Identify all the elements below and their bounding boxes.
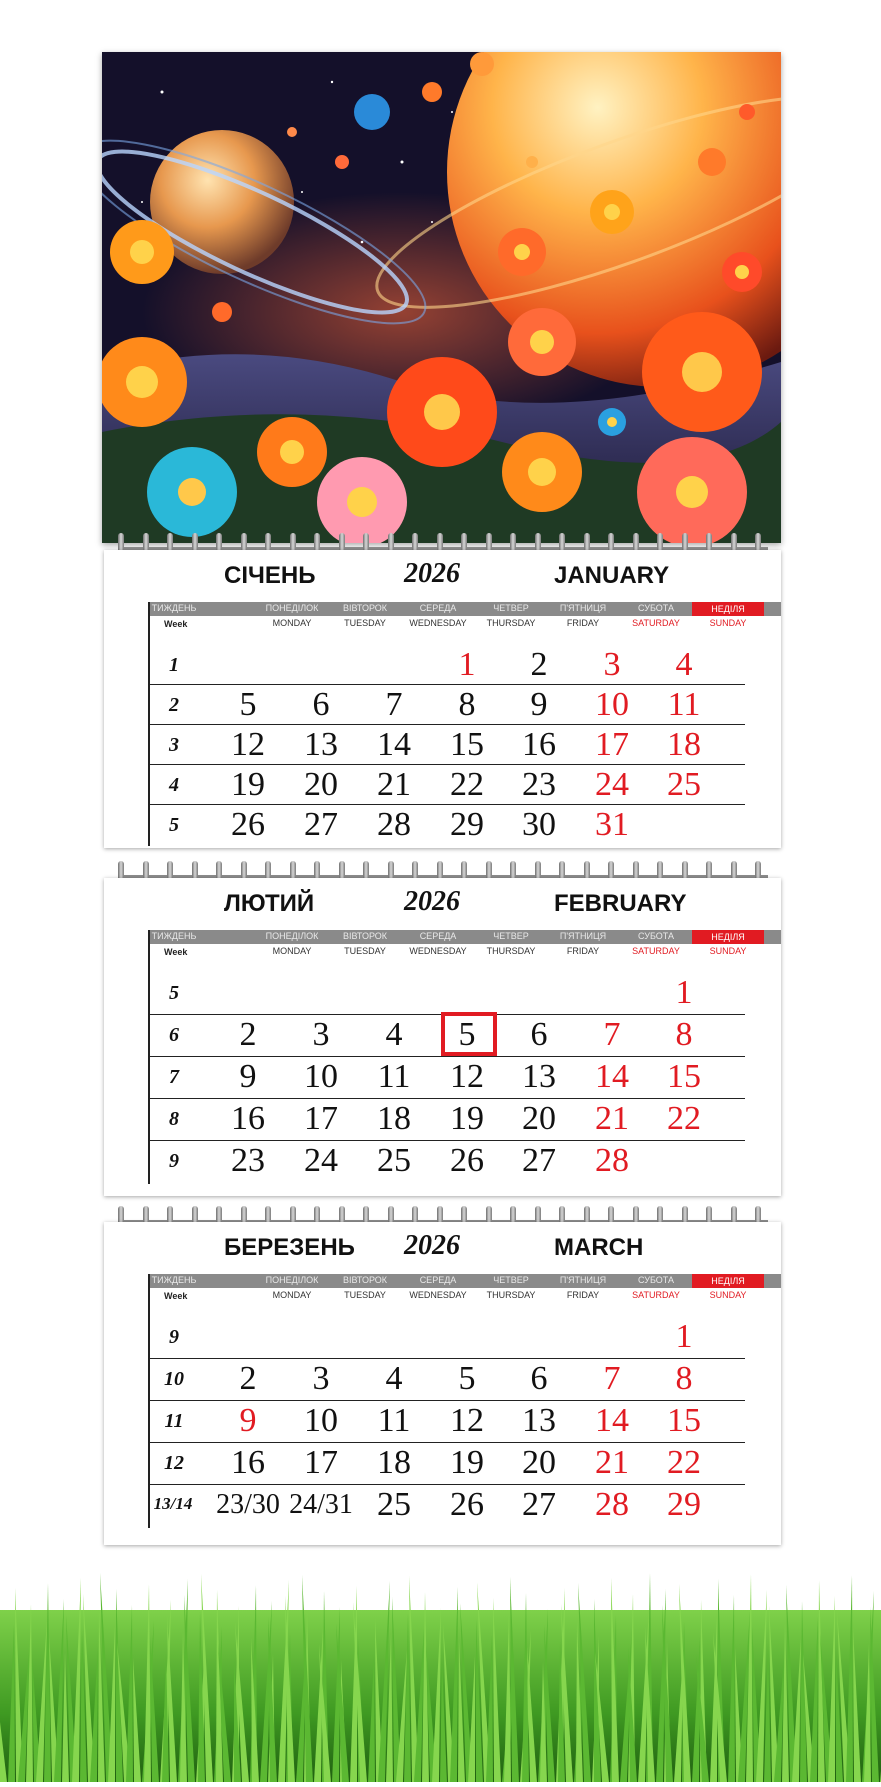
weekday-en-1: TUESDAY [344, 618, 386, 628]
week-row-divider [148, 1098, 745, 1099]
weekday-header-ua [148, 1274, 781, 1288]
day-number[interactable]: 27 [304, 806, 338, 843]
weekday-en-2: WEDNESDAY [409, 946, 467, 956]
day-number[interactable]: 22 [450, 766, 484, 803]
day-number[interactable]: 16 [231, 1444, 265, 1481]
day-number[interactable]: 11 [377, 1402, 411, 1439]
week-number: 5 [169, 814, 179, 836]
weekday-ua-5: СУБОТА [638, 603, 674, 613]
weekday-header-ua [148, 602, 781, 616]
week-row-divider [148, 724, 745, 725]
day-number[interactable]: 16 [522, 726, 556, 763]
weekday-ua-1: ВІВТОРОК [342, 1275, 388, 1285]
week-number: 9 [169, 1326, 179, 1348]
day-number[interactable]: 2 [239, 1360, 257, 1397]
weekday-ua-5: СУБОТА [638, 1275, 674, 1285]
weekday-ua-4: П'ЯТНИЦЯ [559, 1275, 607, 1285]
weekday-header-ua [148, 930, 781, 944]
day-number[interactable]: 30 [522, 806, 556, 843]
week-number: 8 [169, 1108, 179, 1130]
weekday-en-4: FRIDAY [566, 1290, 600, 1300]
month-january [104, 550, 781, 848]
day-number[interactable]: 9 [239, 1058, 257, 1095]
weekday-en-6: SUNDAY [709, 946, 747, 956]
day-number[interactable]: 24/31 [289, 1489, 353, 1520]
day-number[interactable]: 12 [231, 726, 265, 763]
day-number[interactable]: 6 [312, 686, 330, 723]
weekday-en-6: SUNDAY [709, 618, 747, 628]
day-number[interactable]: 7 [603, 1360, 621, 1397]
month-name-en: MARCH [554, 1234, 644, 1261]
month-title [104, 1222, 781, 1272]
weekday-ua-2: СЕРЕДА [419, 931, 457, 941]
week-divider [148, 1274, 150, 1528]
day-number[interactable]: 14 [595, 1402, 629, 1439]
week-row-divider [148, 1484, 745, 1485]
day-number[interactable]: 13 [522, 1058, 556, 1095]
day-number[interactable]: 16 [231, 1100, 265, 1137]
weekday-header-en [148, 618, 781, 632]
month-title [104, 550, 781, 600]
weekday-en-0: MONDAY [272, 1290, 312, 1300]
weekday-ua-1: ВІВТОРОК [342, 931, 388, 941]
day-number[interactable]: 21 [595, 1444, 629, 1481]
weekday-header-en [148, 946, 781, 960]
week-number: 10 [164, 1368, 184, 1390]
day-number[interactable]: 26 [450, 1486, 484, 1523]
day-number[interactable]: 24 [595, 766, 629, 803]
day-number[interactable]: 14 [377, 726, 411, 763]
day-number[interactable]: 26 [450, 1142, 484, 1179]
day-number[interactable]: 27 [522, 1486, 556, 1523]
weekday-ua-6: НЕДІЛЯ [692, 602, 764, 616]
weekday-ua-2: СЕРЕДА [419, 1275, 457, 1285]
week-number: 2 [169, 694, 179, 716]
week-row-divider [148, 1400, 745, 1401]
day-number[interactable]: 5 [239, 686, 257, 723]
week-number: 9 [169, 1150, 179, 1172]
day-number[interactable]: 23/30 [216, 1489, 280, 1520]
weekday-en-2: WEDNESDAY [409, 618, 467, 628]
weekday-en-2: WEDNESDAY [409, 1290, 467, 1300]
grass-decoration [0, 1520, 881, 1782]
day-number[interactable]: 4 [385, 1016, 403, 1053]
week-row-divider [148, 1140, 745, 1141]
day-number[interactable]: 23 [231, 1142, 265, 1179]
weekday-en-4: FRIDAY [566, 946, 600, 956]
day-number[interactable]: 18 [377, 1100, 411, 1137]
weekday-header-en [148, 1290, 781, 1304]
week-row-divider [148, 684, 745, 685]
day-number[interactable]: 3 [312, 1016, 330, 1053]
day-number[interactable]: 25 [377, 1142, 411, 1179]
week-divider [148, 930, 150, 1184]
month-title [104, 878, 781, 928]
weekday-en-5: SATURDAY [632, 1290, 680, 1300]
day-number[interactable]: 9 [239, 1402, 257, 1439]
week-header-label: ТИЖДЕНЬ [151, 931, 197, 941]
day-number[interactable]: 7 [385, 686, 403, 723]
day-number[interactable]: 24 [304, 1142, 338, 1179]
weekday-en-6: SUNDAY [709, 1290, 747, 1300]
year-label: 2026 [404, 1230, 460, 1261]
weekday-ua-2: СЕРЕДА [419, 603, 457, 613]
day-number[interactable]: 28 [377, 806, 411, 843]
week-header-label: ТИЖДЕНЬ [151, 1275, 197, 1285]
day-number[interactable]: 6 [530, 1016, 548, 1053]
day-number[interactable]: 8 [675, 1360, 693, 1397]
day-number[interactable]: 12 [450, 1402, 484, 1439]
day-number[interactable]: 12 [450, 1058, 484, 1095]
day-number[interactable]: 18 [377, 1444, 411, 1481]
day-number[interactable]: 17 [304, 1100, 338, 1137]
weekday-en-0: MONDAY [272, 618, 312, 628]
month-march [104, 1222, 781, 1545]
week-sub-label: Week [164, 619, 188, 629]
day-number[interactable]: 15 [450, 726, 484, 763]
day-number[interactable]: 10 [304, 1058, 338, 1095]
day-number[interactable]: 22 [667, 1100, 701, 1137]
week-sub-label: Week [164, 1291, 188, 1301]
week-number: 6 [169, 1024, 179, 1046]
day-number[interactable]: 3 [603, 646, 621, 683]
month-february [104, 878, 781, 1196]
day-number[interactable]: 11 [667, 686, 701, 723]
day-number[interactable]: 9 [530, 686, 548, 723]
week-row-divider [148, 1358, 745, 1359]
day-number[interactable]: 20 [304, 766, 338, 803]
day-number[interactable]: 8 [675, 1016, 693, 1053]
day-number[interactable]: 6 [530, 1360, 548, 1397]
weekday-ua-0: ПОНЕДІЛОК [265, 1275, 319, 1285]
day-number[interactable]: 23 [522, 766, 556, 803]
day-number[interactable]: 4 [675, 646, 693, 683]
week-header-label: ТИЖДЕНЬ [151, 603, 197, 613]
weekday-ua-4: П'ЯТНИЦЯ [559, 603, 607, 613]
weekday-ua-5: СУБОТА [638, 931, 674, 941]
week-number: 1 [169, 654, 179, 676]
day-number[interactable]: 15 [667, 1058, 701, 1095]
cosmic-flowers-artwork [102, 52, 781, 543]
day-number[interactable]: 20 [522, 1444, 556, 1481]
week-row-divider [148, 1442, 745, 1443]
week-number: 4 [169, 774, 179, 796]
day-number[interactable]: 11 [377, 1058, 411, 1095]
day-number[interactable]: 25 [377, 1486, 411, 1523]
day-number[interactable]: 7 [603, 1016, 621, 1053]
day-number[interactable]: 21 [377, 766, 411, 803]
day-number[interactable]: 5 [458, 1016, 476, 1053]
day-number[interactable]: 14 [595, 1058, 629, 1095]
weekday-ua-3: ЧЕТВЕР [493, 603, 529, 613]
day-number[interactable]: 17 [595, 726, 629, 763]
weekday-en-4: FRIDAY [566, 618, 600, 628]
weekday-en-0: MONDAY [272, 946, 312, 956]
weekday-en-1: TUESDAY [344, 1290, 386, 1300]
day-number[interactable]: 26 [231, 806, 265, 843]
day-number[interactable]: 31 [595, 806, 629, 843]
day-number[interactable]: 4 [385, 1360, 403, 1397]
today-highlight [441, 1012, 497, 1056]
week-sub-label: Week [164, 947, 188, 957]
weekday-ua-3: ЧЕТВЕР [493, 931, 529, 941]
day-number[interactable]: 27 [522, 1142, 556, 1179]
weekday-en-3: THURSDAY [486, 946, 536, 956]
week-number: 11 [164, 1410, 184, 1432]
day-number[interactable]: 25 [667, 766, 701, 803]
month-name-ua: ЛЮТИЙ [224, 890, 315, 917]
day-number[interactable]: 19 [450, 1100, 484, 1137]
weekday-ua-4: П'ЯТНИЦЯ [559, 931, 607, 941]
day-number[interactable]: 10 [304, 1402, 338, 1439]
year-label: 2026 [404, 886, 460, 917]
day-number[interactable]: 3 [312, 1360, 330, 1397]
day-number[interactable]: 1 [675, 1318, 693, 1355]
day-number[interactable]: 29 [450, 806, 484, 843]
week-number: 5 [169, 982, 179, 1004]
weekday-ua-6: НЕДІЛЯ [692, 930, 764, 944]
day-number[interactable]: 19 [450, 1444, 484, 1481]
day-number[interactable]: 22 [667, 1444, 701, 1481]
day-number[interactable]: 5 [458, 1360, 476, 1397]
day-number[interactable]: 1 [458, 646, 476, 683]
weekday-en-5: SATURDAY [632, 946, 680, 956]
day-number[interactable]: 29 [667, 1486, 701, 1523]
weekday-ua-0: ПОНЕДІЛОК [265, 931, 319, 941]
weekday-en-1: TUESDAY [344, 946, 386, 956]
month-name-en: JANUARY [554, 562, 670, 589]
day-number[interactable]: 28 [595, 1142, 629, 1179]
weekday-en-3: THURSDAY [486, 618, 536, 628]
weekday-en-3: THURSDAY [486, 1290, 536, 1300]
year-label: 2026 [404, 558, 460, 589]
day-number[interactable]: 8 [458, 686, 476, 723]
week-number: 12 [164, 1452, 184, 1474]
week-number: 13/14 [153, 1494, 193, 1513]
week-row-divider [148, 1056, 745, 1057]
month-name-ua: БЕРЕЗЕНЬ [224, 1234, 355, 1261]
day-number[interactable]: 13 [304, 726, 338, 763]
weekday-ua-3: ЧЕТВЕР [493, 1275, 529, 1285]
week-number: 7 [169, 1066, 179, 1088]
day-number[interactable]: 2 [239, 1016, 257, 1053]
day-number[interactable]: 21 [595, 1100, 629, 1137]
week-row-divider [148, 804, 745, 805]
day-number[interactable]: 15 [667, 1402, 701, 1439]
weekday-ua-0: ПОНЕДІЛОК [265, 603, 319, 613]
weekday-ua-6: НЕДІЛЯ [692, 1274, 764, 1288]
month-name-ua: СІЧЕНЬ [224, 562, 316, 589]
day-number[interactable]: 20 [522, 1100, 556, 1137]
month-name-en: FEBRUARY [554, 890, 687, 917]
week-number: 3 [169, 734, 179, 756]
day-number[interactable]: 28 [595, 1486, 629, 1523]
day-number[interactable]: 17 [304, 1444, 338, 1481]
weekday-en-5: SATURDAY [632, 618, 680, 628]
day-number[interactable]: 19 [231, 766, 265, 803]
week-row-divider [148, 764, 745, 765]
day-number[interactable]: 2 [530, 646, 548, 683]
day-number[interactable]: 18 [667, 726, 701, 763]
day-number[interactable]: 13 [522, 1402, 556, 1439]
day-number[interactable]: 10 [595, 686, 629, 723]
day-number[interactable]: 1 [675, 974, 693, 1011]
weekday-ua-1: ВІВТОРОК [342, 603, 388, 613]
